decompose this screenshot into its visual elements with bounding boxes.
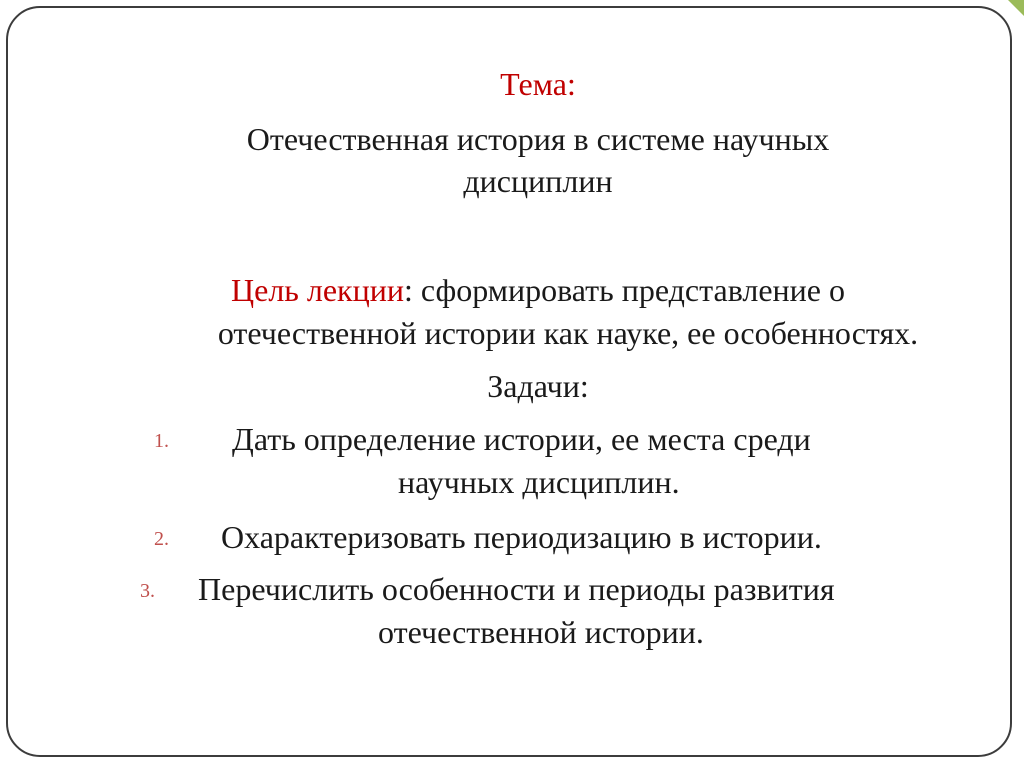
task-number-1: 1. [154, 430, 169, 452]
task-2-line-1: Охарактеризовать периодизацию в истории. [221, 519, 822, 555]
task-3-line-1: Перечислить особенности и периоды развития [198, 571, 835, 607]
task-number-2: 2. [154, 528, 169, 550]
goal-line-1 [26, 270, 1024, 310]
tasks-heading: Задачи: [487, 368, 589, 404]
task-1-line-1: Дать определение истории, ее места среди [232, 421, 811, 457]
goal-label: Цель лекции [231, 272, 404, 308]
title-line-2: дисциплин [463, 163, 613, 199]
title-line-1: Отечественная история в системе научных [246, 121, 830, 157]
task-1-line-2: научных дисциплин. [398, 464, 680, 500]
goal-text: : сформировать представление о [403, 272, 845, 308]
theme-label: Тема: [500, 66, 576, 102]
goal-line-2: отечественной истории как науке, ее особенностях. [217, 315, 919, 351]
task-3-line-2: отечественной истории. [378, 614, 704, 650]
task-number-3: 3. [140, 580, 155, 602]
